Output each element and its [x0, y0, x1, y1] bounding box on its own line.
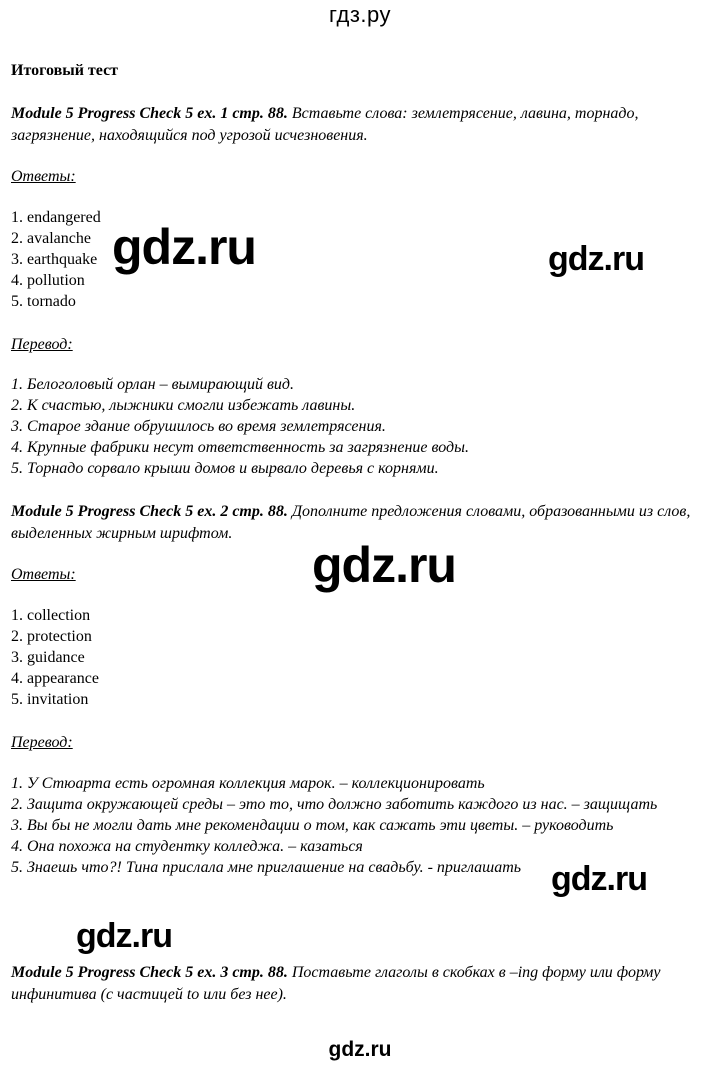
- list-item: 4. appearance: [11, 670, 99, 687]
- translation-1-list: [11, 374, 469, 479]
- page-heading: Итоговый тест: [11, 62, 119, 79]
- list-item: 3. earthquake: [11, 251, 98, 268]
- watermark: gdz.ru: [76, 917, 172, 955]
- list-item: 5. Торнадо сорвало крыши домов и вырвало деревья с корнями.: [11, 460, 439, 477]
- answers-2-list: [11, 605, 99, 710]
- task-2-text: Дополните предложения словами, образованными из слов, выделенных жирным шрифтом.: [11, 503, 691, 542]
- task-1-title: Module 5 Progress Check 5 ex. 1 стр. 88.: [11, 105, 288, 122]
- site-footer: gdz.ru: [328, 1038, 392, 1061]
- list-item: 2. К счастью, лыжники смогли избежать лавины.: [11, 397, 356, 414]
- list-item: 3. Старое здание обрушилось во время землетрясения.: [11, 418, 386, 435]
- watermark: gdz.ru: [312, 537, 456, 593]
- watermark: gdz.ru: [551, 860, 647, 898]
- task-3-text: Поставьте глаголы в скобках в –ing форму или форму инфинитива (с частицей to или без нее).: [11, 964, 661, 1003]
- list-item: 5. Знаешь что?! Тина прислала мне приглашение на свадьбу. - приглашать: [11, 859, 522, 876]
- list-item: 1. endangered: [11, 209, 101, 226]
- list-item: 2. avalanche: [11, 230, 91, 247]
- list-item: 2. protection: [11, 628, 92, 645]
- list-item: 3. Вы бы не могли дать мне рекомендации о том, как сажать эти цветы. – руководить: [11, 817, 614, 834]
- task-3-title: Module 5 Progress Check 5 ex. 3 стр. 88.: [11, 964, 288, 981]
- list-item: 4. pollution: [11, 272, 85, 289]
- list-item: 3. guidance: [11, 649, 85, 666]
- list-item: 4. Она похожа на студентку колледжа. – казаться: [11, 838, 363, 855]
- list-item: 2. Защита окружающей среды – это то, что должно заботить каждого из нас. – защищать: [11, 796, 658, 813]
- watermark: gdz.ru: [112, 219, 256, 275]
- list-item: 1. У Стюарта есть огромная коллекция марок. – коллекционировать: [11, 775, 485, 792]
- list-item: 1. collection: [11, 607, 91, 624]
- task-3: [11, 962, 711, 1006]
- task-2-title: Module 5 Progress Check 5 ex. 2 стр. 88.: [11, 503, 288, 520]
- answers-2-label: Ответы:: [11, 566, 76, 583]
- site-header: гдз.ру: [328, 2, 392, 27]
- translation-2-label: Перевод:: [11, 734, 73, 751]
- list-item: 5. tornado: [11, 293, 76, 310]
- list-item: 1. Белоголовый орлан – вымирающий вид.: [11, 376, 294, 393]
- answers-1-list: [11, 207, 101, 312]
- answers-1-label: Ответы:: [11, 168, 76, 185]
- task-1: [11, 103, 711, 147]
- translation-1-label: Перевод:: [11, 336, 73, 353]
- list-item: 4. Крупные фабрики несут ответственность за загрязнение воды.: [11, 439, 469, 456]
- watermark: gdz.ru: [548, 240, 644, 278]
- list-item: 5. invitation: [11, 691, 89, 708]
- task-1-text: Вставьте слова: землетрясение, лавина, торнадо, загрязнение, находящийся под угрозой исчезновения.: [11, 105, 639, 144]
